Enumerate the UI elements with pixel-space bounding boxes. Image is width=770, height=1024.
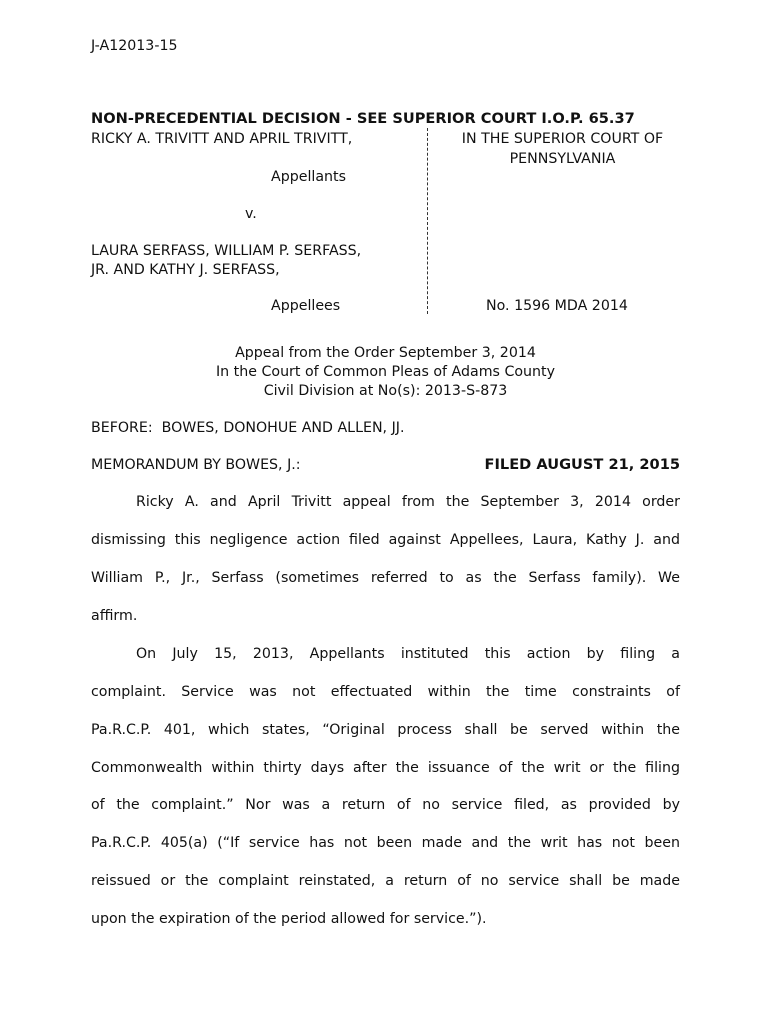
before-panel: BEFORE: BOWES, DONOHUE AND ALLEN, JJ. [91, 420, 405, 436]
court-name-line2: PENNSYLVANIA [509, 151, 616, 167]
body-line-2: dismissing this negligence action filed against Appellees, Laura, Kathy J. and [91, 532, 680, 548]
appellees-names-line1: LAURA SERFASS, WILLIAM P. SERFASS, [91, 243, 362, 259]
memorandum-author: MEMORANDUM BY BOWES, J.: [91, 457, 301, 473]
body-line-5: On July 15, 2013, Appellants instituted this action by filing a [136, 646, 680, 662]
appellees-names-line2: JR. AND KATHY J. SERFASS, [91, 262, 280, 278]
body-line-1: Ricky A. and April Trivitt appeal from the September 3, 2014 order [136, 494, 680, 510]
appellees-role: Appellees [271, 298, 341, 314]
body-line-6: complaint. Service was not effectuated within the time constraints of [91, 684, 680, 700]
caption-divider [427, 128, 428, 314]
body-line-10: Pa.R.C.P. 405(a) (“If service has not been made and the writ has not been [91, 835, 680, 851]
body-line-4: affirm. [91, 608, 138, 624]
body-line-12: upon the expiration of the period allowed for service.”). [91, 911, 487, 927]
body-line-9: of the complaint.” Nor was a return of no service filed, as provided by [91, 797, 680, 813]
body-line-8: Commonwealth within thirty days after the issuance of the writ or the filing [91, 760, 680, 776]
body-line-7: Pa.R.C.P. 401, which states, “Original process shall be served within the [91, 722, 680, 738]
document-reference: J-A12013-15 [91, 38, 178, 54]
filed-date: FILED AUGUST 21, 2015 [484, 456, 680, 473]
appeal-line3: Civil Division at No(s): 2013-S-873 [263, 383, 508, 399]
versus-label: v. [245, 206, 257, 222]
decision-banner: NON-PRECEDENTIAL DECISION - SEE SUPERIOR COURT I.O.P. 65.37 [91, 110, 635, 127]
body-line-11: reissued or the complaint reinstated, a return of no service shall be made [91, 873, 680, 889]
appeal-line1: Appeal from the Order September 3, 2014 [235, 345, 536, 361]
body-line-3: William P., Jr., Serfass (sometimes referred to as the Serfass family). We [91, 570, 680, 586]
court-name-line1: IN THE SUPERIOR COURT OF [461, 131, 664, 147]
appellants-names: RICKY A. TRIVITT AND APRIL TRIVITT, [91, 131, 353, 147]
docket-number: No. 1596 MDA 2014 [486, 298, 628, 314]
appeal-line2: In the Court of Common Pleas of Adams County [216, 364, 555, 380]
appellants-role: Appellants [271, 169, 346, 185]
